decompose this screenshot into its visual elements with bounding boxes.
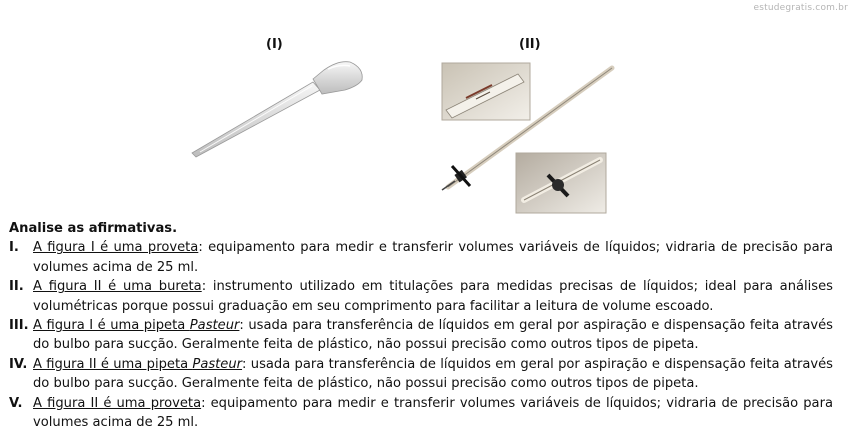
heading: Analise as afirmativas. (9, 221, 178, 236)
statement-number: II. (9, 279, 24, 295)
statement-prefix: A figura II é uma bureta (33, 279, 202, 295)
statement-text: : usada para transferência de líquidos em geral por aspiração e dispensação feita através do bulbo para sucção. Geralmente feita de plástico, não possui precisão como outros tipos de pipeta. (33, 318, 833, 353)
statement-text: : equipamento para medir e transferir volumes variáveis de líquidos; vidraria de precisão para volumes acima de 25 ml. (33, 240, 833, 275)
figures-illustration (0, 0, 854, 220)
figure-2-label: (II) (519, 37, 541, 52)
burette-image (442, 63, 612, 213)
statement-v (9, 394, 833, 433)
statement-text: : instrumento utilizado em titulações para medidas precisas de líquidos; ideal para análises volumétricas porque possui graduação em seu comprimento para facilitar a leitura de volume escoado. (33, 279, 833, 314)
question-text (9, 219, 833, 432)
statement-prefix: A figura II é uma pipeta Pasteur (33, 356, 243, 372)
pasteur-pipette-image (192, 62, 362, 157)
statement-number: III. (9, 318, 29, 334)
statement-number: V. (9, 395, 23, 411)
statement-text: : usada para transferência de líquidos em geral por aspiração e dispensação feita através do bulbo para sucção. Geralmente feita de plástico, não possui precisão como outros tipos de pipeta. (33, 356, 833, 392)
statement-prefix: A figura I é uma pipeta Pasteur (33, 318, 240, 334)
statement-prefix: A figura I é uma proveta (33, 240, 199, 256)
statement-ii (9, 277, 833, 316)
statement-text: : equipamento para medir e transferir volumes variáveis de líquidos; vidraria de precisão para volumes acima de 25 ml. (33, 395, 833, 431)
statement-i (9, 238, 833, 277)
statement-iv (9, 355, 833, 394)
statement-number: IV. (9, 356, 28, 372)
statement-number: I. (9, 240, 19, 256)
watermark: estudegratis.com.br (753, 3, 848, 13)
figure-1-label: (I) (266, 37, 283, 52)
statement-prefix: A figura II é uma proveta (33, 395, 202, 411)
statement-iii (9, 316, 833, 355)
